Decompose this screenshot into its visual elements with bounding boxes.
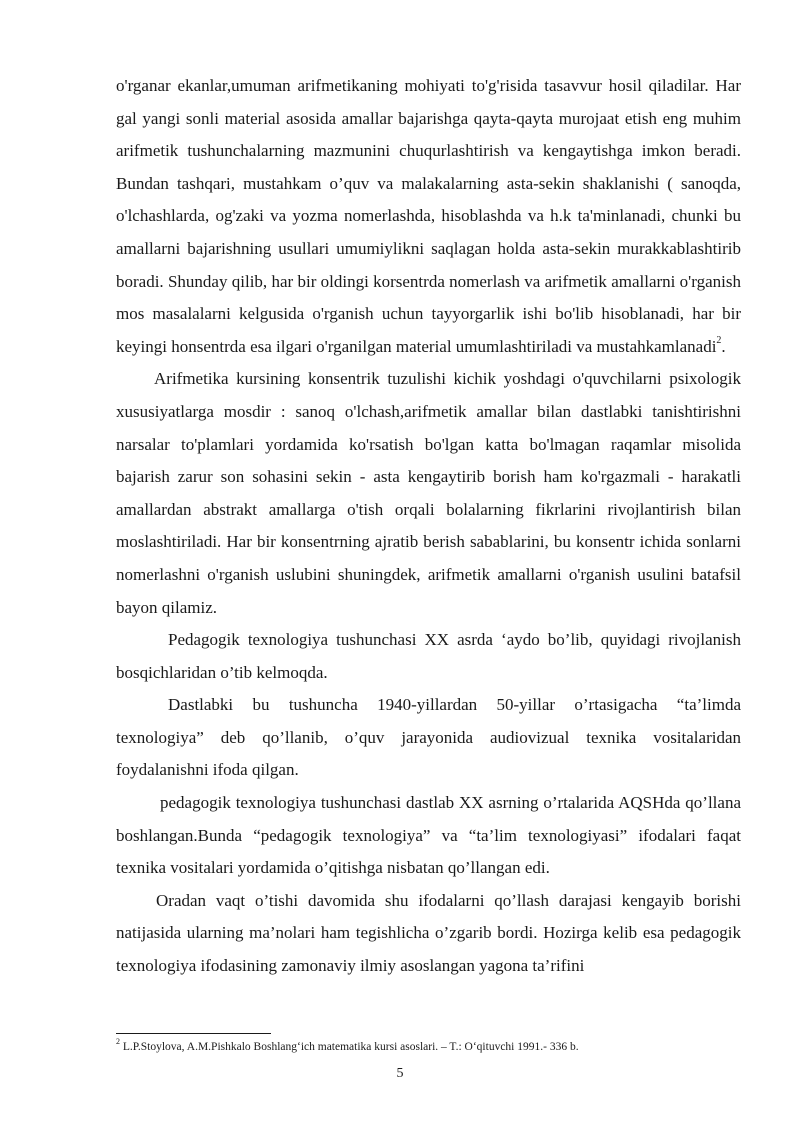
page-number: 5 (396, 1066, 404, 1081)
footnote-separator (116, 1033, 271, 1034)
paragraph-1 (116, 70, 741, 363)
footnote-text: L.P.Stoylova, A.M.Pishkalo Boshlang‘ich matematika kursi asoslari. – T.: O‘qituvchi 1991.- 336 b. (120, 1041, 579, 1053)
paragraph-2: Arifmetika kursining konsentrik tuzulishi kichik yoshdagi o'quvchilarni psixologik xususiyatlarga mosdir : sanoq o'lchash,arifmetik amallar bilan dastlabki tanishtirishni narsalar to'plamlari yordamida ko'rsatish bo'lgan katta bo'lmagan raqamlar misolida bajarish zarur son sohasini sekin - asta kengaytirib borish ham ko'rgazmali - harakatli amallardan abstrakt amallarga o'tish orqali bolalarning fikrlarini rivojlantirish bilan moslashtiriladi. Har bir konsentrning ajratib berish sabablarini, bu konsentr ichida sonlarni nomerlashni o'rganish uslubini shuningdek, arifmetik amallarni o'rganish usulini batafsil bayon qilamiz. (116, 369, 741, 617)
paragraph-1-text: o'rganar ekanlar,umuman arifmetikaning mohiyati to'g'risida tasavvur hosil qiladilar. Har gal yangi sonli material asosida amallar bajarishga qayta-qayta murojaat etish eng muhim arifmetik tushunchalarning mazmunini chuqurlashtirish va kengaytishga imkon beradi. Bundan tashqari, mustahkam o’quv va malakalarning asta-sekin shaklanishi ( sanoqda, o'lchashlarda, og'zaki va yozma nomerlashda, hisoblashda va h.k ta'minlanadi, chunki bu amallarni bajarishning usullari umumiylikni saqlagan holda asta-sekin murakkablashtirib boradi. Shunday qilib, har bir oldingi korsentrda nomerlash va arifmetik amallarni o'rganish mos masalalarni kelgusida o'rganish uchun tayyorgarlik ishi bo'lib hisoblanadi, har bir keyingi honsentrda esa ilgari o'rganilgan material umumlashtiriladi va mustahkamlanadi (116, 76, 741, 356)
paragraph-6: Oradan vaqt o’tishi davomida shu ifodalarni qo’llash darajasi kengayib borishi natijasida ularning ma’nolari ham tegishlicha o’zgarib bordi. Hozirga kelib esa pedagogik texnologiya ifodasining zamonaviy ilmiy asoslangan yagona ta’rifini (116, 890, 741, 976)
paragraph-5: pedagogik texnologiya tushunchasi dastlab XX asrning o’rtalarida AQSHda qo’llana boshlangan.Bunda “pedagogik texnologiya” va “ta’lim texnologiyasi” ifodalari faqat texnika vositalari yordamida o’qitishga nisbatan qo’llangan edi. (116, 793, 741, 878)
footnote-reference[interactable]: 2 (716, 335, 722, 347)
footnote-marker: 2 (116, 1037, 120, 1047)
paragraph-3: Pedagogik texnologiya tushunchasi XX asrda ‘aydo bo’lib, quyidagi rivojlanish bosqichlaridan o’tib kelmoqda. (116, 630, 741, 682)
paragraph-1-end: . (721, 336, 726, 356)
footnote (116, 1037, 741, 1054)
body-text (116, 70, 741, 983)
paragraph-4: Dastlabki bu tushuncha 1940-yillardan 50-yillar o’rtasigacha “ta’limda texnologiya” deb qo’llanib, o’quv jarayonida audiovizual texnika vositalaridan foydalanishni ifoda qilgan. (116, 695, 741, 780)
